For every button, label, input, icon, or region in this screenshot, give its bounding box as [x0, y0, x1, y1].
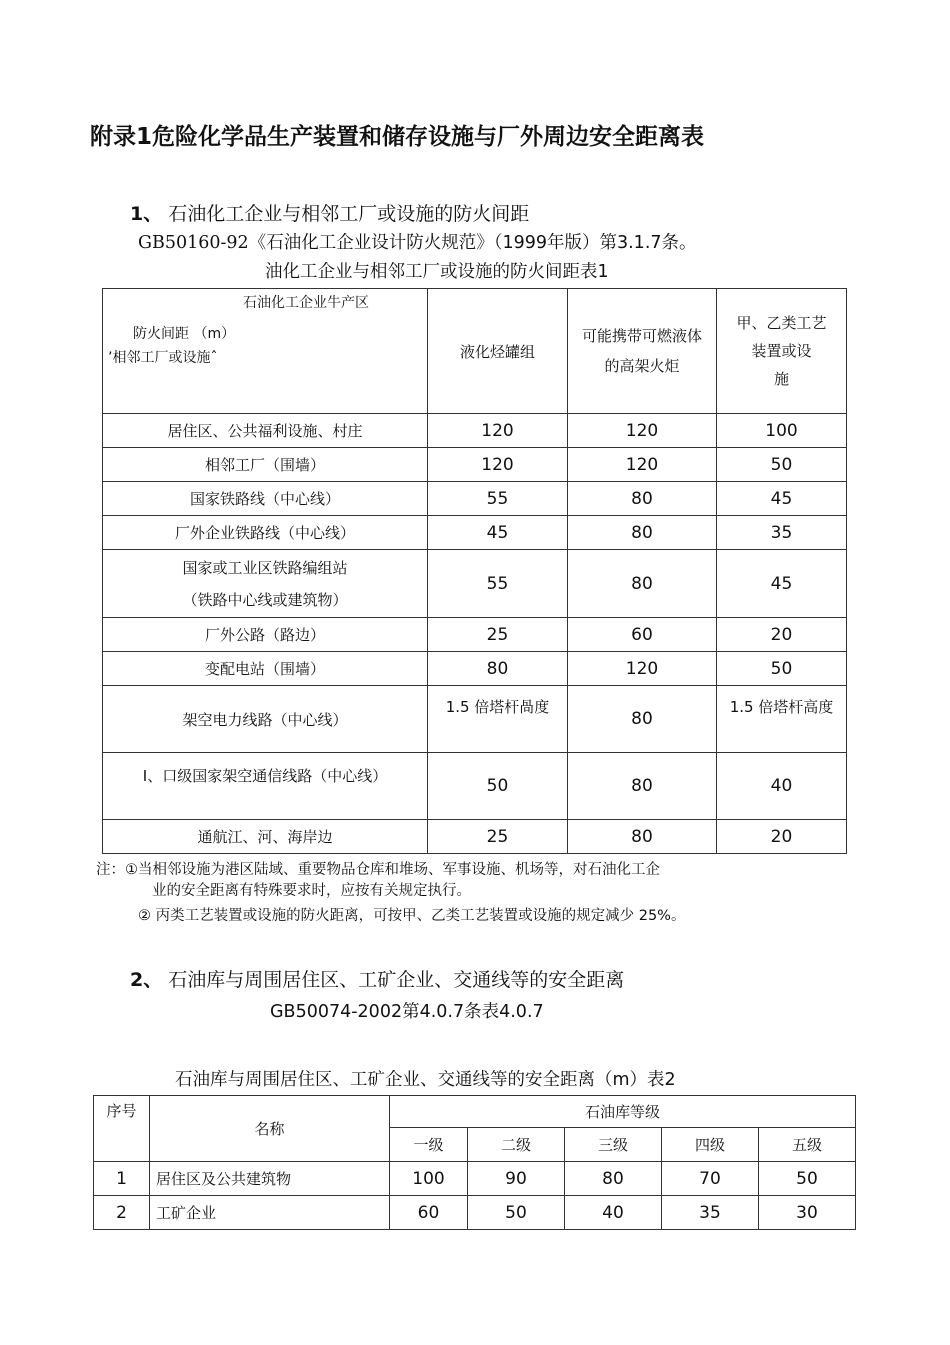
row-name: I、口级国家架空通信线路（中心线） — [103, 753, 428, 820]
row-value: 45 — [428, 516, 568, 550]
row-name: 工矿企业 — [150, 1196, 390, 1230]
grade-1: 一级 — [390, 1128, 468, 1162]
oil-depot-distance-table — [93, 1095, 856, 1230]
row-value: 50 — [759, 1162, 856, 1196]
row-value: 20 — [717, 618, 847, 652]
header-lpg-tank: 液化烃罐组 — [428, 289, 568, 414]
row-value: 45 — [717, 550, 847, 618]
row-value: 100 — [717, 414, 847, 448]
row-name — [103, 550, 428, 618]
section2-number: 2、 — [130, 969, 163, 991]
row-name-line1: 国家或工业区铁路编组站 — [182, 558, 348, 577]
row-name: 居住区、公共福利设施、村庄 — [103, 414, 428, 448]
table-row — [103, 550, 847, 618]
table-row — [103, 414, 847, 448]
row-value: 70 — [662, 1162, 759, 1196]
page-title: 附录1危险化学品生产装置和储存设施与厂外周边安全距离表 — [90, 124, 705, 150]
row-value: 120 — [568, 448, 717, 482]
note-1-line1: 注：①当相邻设施为港区陆域、重要物品仓库和堆场、军事设施、机场等，对石油化工企 — [96, 862, 660, 878]
header-process-unit — [717, 289, 847, 414]
row-value: 80 — [568, 482, 717, 516]
row-value: 55 — [428, 550, 568, 618]
row-name: 居住区及公共建筑物 — [150, 1162, 390, 1196]
header-production-area: 石油化工企业牛产区 — [243, 295, 369, 311]
row-value: 80 — [568, 550, 717, 618]
header-process-line2: 装置或设 — [751, 342, 812, 360]
grade-3: 三级 — [565, 1128, 662, 1162]
header-fire-distance: 防火间距 （m） — [133, 326, 236, 342]
row-name: 通航江、河、海岸边 — [103, 820, 428, 854]
table-row — [103, 482, 847, 516]
row-seq: 1 — [94, 1162, 150, 1196]
header-seq: 序号 — [94, 1096, 150, 1162]
row-value: 120 — [568, 652, 717, 686]
row-value: 100 — [390, 1162, 468, 1196]
section1-heading — [130, 199, 529, 226]
section2-reference: GB50074-2002第4.0.7条表4.0.7 — [270, 1002, 544, 1022]
row-value: 40 — [717, 753, 847, 820]
note-1-line2: 业的安全距离有特殊要求时，应按有关规定执行。 — [152, 883, 471, 899]
row-value: 80 — [568, 753, 717, 820]
row-value: 50 — [717, 652, 847, 686]
table-row — [94, 1196, 856, 1230]
header-process-line1: 甲、乙类工艺 — [736, 314, 827, 332]
header-grade: 石油库等级 — [390, 1096, 856, 1128]
row-value: 25 — [428, 820, 568, 854]
section2-heading — [130, 965, 624, 992]
row-name-line2: （铁路中心线或建筑物） — [182, 590, 348, 609]
fire-distance-table — [102, 288, 847, 854]
table-row — [103, 753, 847, 820]
row-value: 40 — [565, 1196, 662, 1230]
table-row — [103, 652, 847, 686]
row-value: 55 — [428, 482, 568, 516]
row-name: 架空电力线路（中心线） — [103, 686, 428, 753]
table2-header-row — [94, 1096, 856, 1128]
row-value: 80 — [568, 820, 717, 854]
grade-4: 四级 — [662, 1128, 759, 1162]
header-flare-line1: 可能携带可燃液体 — [581, 327, 702, 345]
header-process-line3: 施 — [773, 370, 789, 388]
header-flare — [568, 289, 717, 414]
row-value: 80 — [565, 1162, 662, 1196]
row-value: 35 — [717, 516, 847, 550]
row-value: 60 — [390, 1196, 468, 1230]
row-value: 20 — [717, 820, 847, 854]
table-row — [103, 516, 847, 550]
row-value: 35 — [662, 1196, 759, 1230]
row-value: 50 — [717, 448, 847, 482]
table-row — [103, 820, 847, 854]
row-value: 80 — [568, 686, 717, 753]
row-name: 厂外企业铁路线（中心线） — [103, 516, 428, 550]
table-row — [103, 686, 847, 753]
table-row — [103, 448, 847, 482]
row-value: 120 — [428, 448, 568, 482]
grade-5: 五级 — [759, 1128, 856, 1162]
row-seq: 2 — [94, 1196, 150, 1230]
row-name: 变配电站（围墙） — [103, 652, 428, 686]
section2-heading-text: 石油库与周围居住区、工矿企业、交通线等的安全距离 — [168, 969, 625, 991]
diagonal-header-cell — [103, 289, 428, 414]
row-value: 50 — [468, 1196, 565, 1230]
row-name: 相邻工厂（围墙） — [103, 448, 428, 482]
table2-caption: 石油库与周围居住区、工矿企业、交通线等的安全距离（m）表2 — [175, 1070, 676, 1090]
header-name: 名称 — [150, 1096, 390, 1162]
row-value: 45 — [717, 482, 847, 516]
table-header-row — [103, 289, 847, 414]
row-value: 30 — [759, 1196, 856, 1230]
row-value: 80 — [428, 652, 568, 686]
section1-ref-code: GB50160-92 — [138, 233, 249, 253]
table1-caption: 油化工企业与相邻工厂或设施的防火间距表1 — [265, 262, 609, 282]
row-value: 50 — [428, 753, 568, 820]
note-2: ② 丙类工艺装置或设施的防火距离，可按甲、乙类工艺装置或设施的规定减少 25%。 — [138, 908, 686, 924]
row-name: 国家铁路线（中心线） — [103, 482, 428, 516]
row-value: 1.5 倍塔杆高度 — [717, 686, 847, 753]
row-value: 25 — [428, 618, 568, 652]
row-value: 60 — [568, 618, 717, 652]
section1-reference — [138, 229, 697, 254]
section1-ref-text: 《石油化工企业设计防火规范》（1999年版）第3.1.7条。 — [248, 233, 697, 253]
row-name: 厂外公路（路边） — [103, 618, 428, 652]
table-row — [94, 1162, 856, 1196]
grade-2: 二级 — [468, 1128, 565, 1162]
header-adjacent-facility: ’相邻工厂或设施ˆ — [108, 350, 218, 366]
section1-number: 1、 — [130, 203, 163, 225]
section1-heading-text: 石油化工企业与相邻工厂或设施的防火间距 — [168, 203, 530, 225]
row-value: 80 — [568, 516, 717, 550]
row-value: 120 — [568, 414, 717, 448]
header-flare-line2: 的高架火炬 — [604, 357, 680, 375]
row-value: 1.5 倍塔杆咼度 — [428, 686, 568, 753]
table-row — [103, 618, 847, 652]
row-value: 90 — [468, 1162, 565, 1196]
row-value: 120 — [428, 414, 568, 448]
